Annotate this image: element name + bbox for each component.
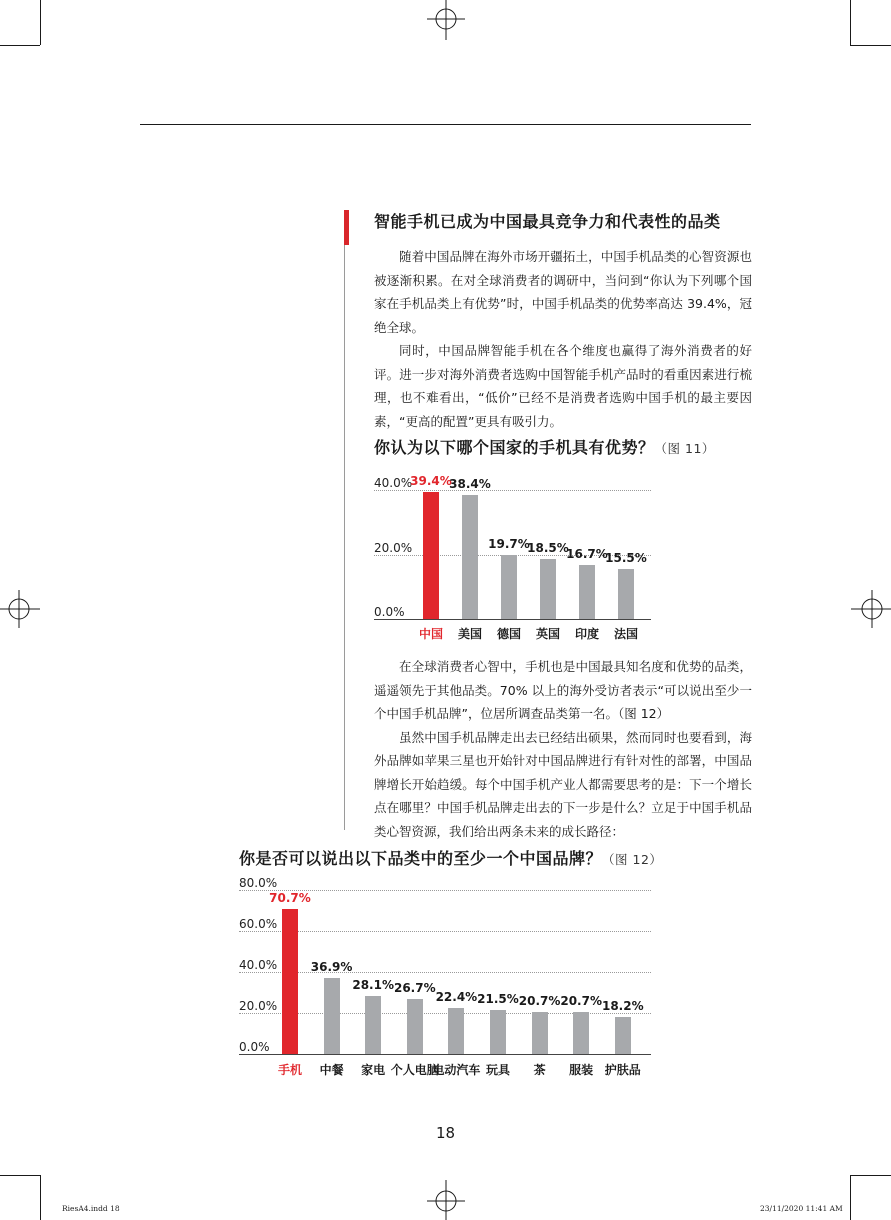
bar: [423, 492, 439, 619]
bar-value-label: 16.7%: [566, 547, 608, 562]
gridline: [374, 490, 651, 491]
bar-value-label: 22.4%: [435, 990, 478, 1005]
chart11-title: [374, 435, 715, 458]
bar: [615, 1017, 631, 1054]
category-label: 个人电脑: [390, 1063, 439, 1077]
section-accent-bar: [344, 210, 349, 245]
bar: [618, 569, 634, 619]
category-label: 中餐: [319, 1063, 344, 1077]
slug-left: RiesA4.indd 18: [62, 1204, 120, 1213]
bar-value-label: 18.5%: [527, 541, 569, 556]
body-text-1: [374, 245, 752, 433]
category-label: 家电: [361, 1063, 386, 1077]
category-label: 英国: [535, 627, 560, 641]
registration-mark-left: [0, 588, 40, 630]
bar-value-label: 15.5%: [605, 551, 647, 565]
bar: [501, 555, 517, 619]
chart12-title-text: 你是否可以说出以下品类中的至少一个中国品牌？: [239, 849, 603, 868]
bar: [448, 1008, 464, 1054]
bar: [407, 999, 423, 1054]
bar-value-label: 19.7%: [488, 537, 530, 552]
y-tick-label: 80.0%: [239, 876, 278, 890]
bar: [573, 1012, 589, 1054]
registration-mark-right: [851, 588, 891, 630]
section-title: 智能手机已成为中国最具竞争力和代表性的品类: [374, 212, 721, 231]
y-tick-label: 60.0%: [239, 917, 278, 931]
gridline: [239, 931, 651, 932]
category-label: 护肤品: [604, 1063, 641, 1077]
registration-mark-bottom: [425, 1180, 467, 1220]
paragraph: 在全球消费者心智中，手机也是中国最具知名度和优势的品类，遥遥领先于其他品类。70% 以上的海外受访者表示“可以说出至少一个中国手机品牌”，位居所调查品类第一名。（图 12）: [374, 659, 752, 721]
category-label: 手机: [277, 1063, 302, 1077]
category-label: 美国: [457, 627, 482, 641]
y-tick-label: 0.0%: [239, 1040, 270, 1054]
x-axis: [239, 1054, 651, 1055]
y-tick-label: 40.0%: [374, 476, 413, 490]
category-label: 法国: [613, 627, 638, 641]
bar: [490, 1010, 506, 1054]
bar: [324, 978, 340, 1054]
bar-value-label: 18.2%: [601, 998, 644, 1013]
category-label: 德国: [496, 627, 521, 641]
page-number: 18: [436, 1124, 456, 1142]
bar-value-label: 28.1%: [352, 978, 394, 993]
category-label: 玩具: [485, 1063, 510, 1077]
bar-value-label: 20.7%: [560, 993, 602, 1008]
chart11-fig-note: （图 11）: [654, 441, 715, 456]
paragraph: 虽然中国手机品牌走出去已经结出硕果，然而同时也要看到，海外品牌如苹果三星也开始针对中国品牌进行有针对性的部署，中国品牌增长开始趋缓。每个中国手机产业人都需要思考的是：下一个增长点在哪里？中国手机品牌走出去的下一步是什么？立足于中国手机品类心智资源，我们给出两条未来的成长路径：: [374, 729, 752, 839]
header-rule: [140, 124, 751, 125]
bar-value-label: 38.4%: [449, 477, 491, 492]
y-tick-label: 20.0%: [374, 540, 413, 555]
category-label: 服装: [569, 1063, 594, 1077]
y-tick-label: 20.0%: [239, 999, 278, 1013]
bar-value-label: 36.9%: [310, 960, 353, 975]
category-label: 电动汽车: [432, 1063, 481, 1077]
bar-value-label: 21.5%: [477, 991, 519, 1006]
x-axis: [374, 619, 651, 620]
paragraph: 同时，中国品牌智能手机在各个维度也赢得了海外消费者的好评。进一步对海外消费者选购中国智能手机产品时的看重因素进行梳理，也不难看出，“低价”已经不是消费者选购中国手机的最主要因素，“更高的配置”更具有吸引力。: [374, 343, 752, 429]
chart12-title: [239, 846, 662, 869]
bar: [462, 495, 478, 619]
chart12-fig-note: （图 12）: [602, 852, 663, 867]
category-label: 茶: [533, 1063, 546, 1077]
chart11-title-text: 你认为以下哪个国家的手机具有优势？: [374, 438, 655, 457]
y-tick-label: 0.0%: [374, 605, 405, 619]
bar-value-label: 26.7%: [393, 981, 436, 996]
bar: [282, 909, 298, 1054]
slug-right: 23/11/2020 11:41 AM: [760, 1204, 843, 1213]
gridline: [239, 1013, 651, 1014]
registration-mark-top: [425, 0, 467, 40]
bar: [365, 996, 381, 1054]
bar: [579, 565, 595, 619]
bar: [540, 559, 556, 619]
bar: [532, 1012, 548, 1054]
section-side-rule: [344, 245, 345, 830]
body-text-2: [374, 655, 752, 843]
y-tick-label: 40.0%: [239, 958, 278, 972]
bar-value-label: 20.7%: [518, 993, 561, 1008]
bar-value-label: 70.7%: [269, 891, 311, 906]
category-label: 中国: [418, 627, 443, 641]
bar-value-label: 39.4%: [410, 473, 452, 488]
paragraph: 随着中国品牌在海外市场开疆拓土，中国手机品类的心智资源也被逐渐积累。在对全球消费者的调研中，当问到“你认为下列哪个国家在手机品类上有优势”时，中国手机品类的优势率高达 39.4%，冠绝全球。: [374, 249, 752, 335]
category-label: 印度: [574, 627, 599, 641]
